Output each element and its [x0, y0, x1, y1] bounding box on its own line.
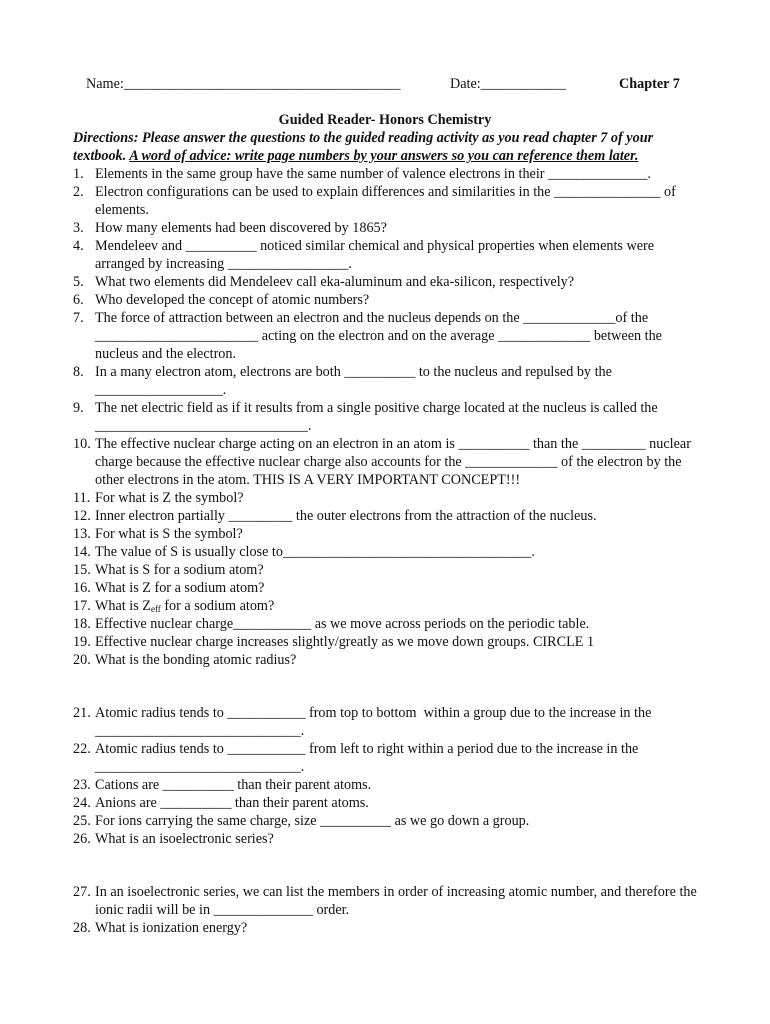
- question-item: 6. Who developed the concept of atomic numbers?: [73, 292, 370, 308]
- question-item: 3. How many elements had been discovered by 1865?: [73, 220, 387, 236]
- advice-text: A word of advice: write page numbers by your answers so you can reference them later.: [129, 148, 639, 164]
- question-item: 13. For what is S the symbol?: [73, 526, 243, 542]
- question-item: 19. Effective nuclear charge increases slightly/greatly as we move down groups. CIRCLE 1: [73, 634, 595, 650]
- question-item: 11. For what is Z the symbol?: [73, 490, 244, 506]
- question-item: 12. Inner electron partially _________ the outer electrons from the attraction of the nucleus.: [73, 508, 597, 524]
- date-field: Date:____________: [450, 76, 566, 92]
- answer-space: [73, 669, 703, 704]
- question-item: 15. What is S for a sodium atom?: [73, 562, 264, 578]
- chapter-label: Chapter 7: [619, 76, 680, 92]
- question-item: 23. Cations are __________ than their parent atoms.: [73, 777, 372, 793]
- question-item: 21. Atomic radius tends to ___________ from top to bottom within a group due to the increase in the _____________________________.: [73, 705, 655, 739]
- question-item: 5. What two elements did Mendeleev call eka-aluminum and eka-silicon, respectively?: [73, 274, 575, 290]
- subscript-eff: eff: [150, 604, 161, 614]
- question-item: 9. The net electric field as if it results from a single positive charge located at the nucleus is called the ______________________________.: [73, 400, 662, 434]
- question-item: 14. The value of S is usually close to___________________________________.: [73, 544, 535, 560]
- page-title: Guided Reader- Honors Chemistry: [278, 112, 492, 128]
- directions: [73, 129, 703, 165]
- question-item: 25. For ions carrying the same charge, size __________ as we go down a group.: [73, 813, 530, 829]
- question-item: 24. Anions are __________ than their parent atoms.: [73, 795, 369, 811]
- answer-space: [73, 848, 703, 883]
- question-item: 20. What is the bonding atomic radius?: [73, 652, 297, 668]
- name-field: Name:_______________________________________: [86, 76, 401, 92]
- question-item: 1. Elements in the same group have the same number of valence electrons in their ______________.: [73, 166, 651, 182]
- question-item: 7. The force of attraction between an electron and the nucleus depends on the _____________of the _______________________ acting on the electron and on the average _____________ between the nucleus and the electron.: [73, 310, 666, 362]
- header-row: [86, 75, 686, 95]
- question-item: 16. What is Z for a sodium atom?: [73, 580, 265, 596]
- question-item: 4. Mendeleev and __________ noticed similar chemical and physical properties when elements were arranged by increasing _________________.: [73, 238, 658, 272]
- directions-text: Directions: Please answer the questions to the guided reading activity as you read chapter 7 of your textbook.: [73, 130, 654, 164]
- question-item: 18. Effective nuclear charge___________ as we move across periods on the periodic table.: [73, 616, 590, 632]
- question-item: 27. In an isoelectronic series, we can list the members in order of increasing atomic number, and therefore the ionic radii will be in ______________ order.: [73, 884, 701, 918]
- question-item: 17. What is $Z_{eff}$ for a sodium atom?: [73, 598, 275, 614]
- question-item: 8. In a many electron atom, electrons are both __________ to the nucleus and repulsed by the __________________.: [73, 364, 616, 398]
- question-item: 28. What is ionization energy?: [73, 920, 248, 936]
- question-item: 10. The effective nuclear charge acting on an electron in an atom is __________ than the _________ nuclear charge because the effective nuclear charge also accounts for the _____________ of the electron by the other electrons in the atom. THIS IS A VERY IMPORTANT CONCEPT!!!: [73, 436, 695, 488]
- question-list: [73, 165, 703, 937]
- question-item: 26. What is an isoelectronic series?: [73, 831, 274, 847]
- question-item: 22. Atomic radius tends to ___________ from left to right within a period due to the increase in the _____________________________.: [73, 741, 642, 775]
- question-item: 2. Electron configurations can be used to explain differences and similarities in the _______________ of elements.: [73, 184, 680, 218]
